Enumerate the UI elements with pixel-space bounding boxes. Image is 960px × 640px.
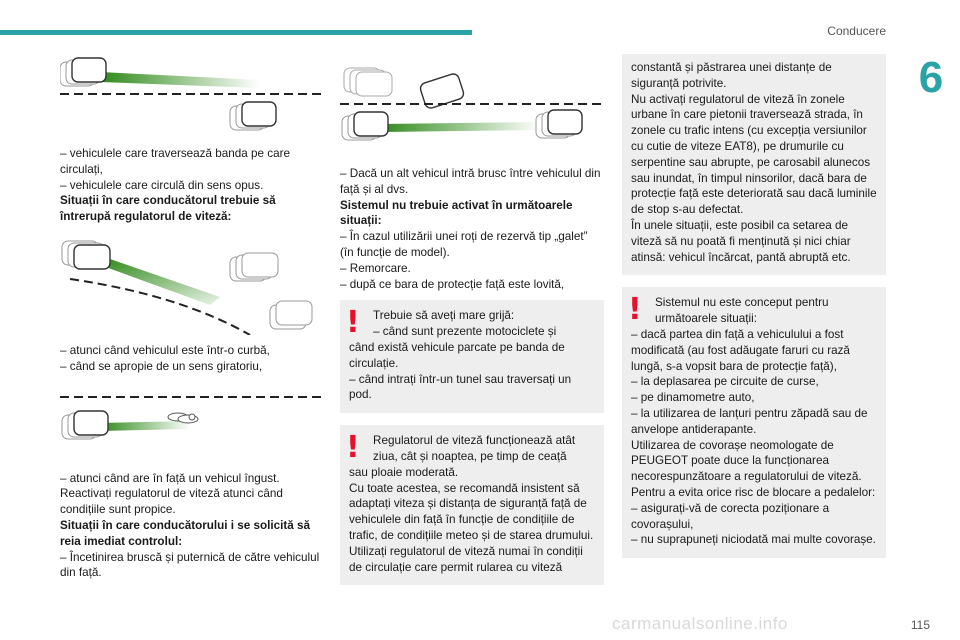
text: Utilizarea de covorașe neomologate de PEUGEOT poate duce la funcționarea necorespunzătoare a regulatorului de viteză. <box>631 438 862 484</box>
text: – asigurați-vă de corecta poziționare a covorașului, <box>631 501 830 531</box>
text: – la deplasarea pe circuite de curse, <box>631 375 819 389</box>
illustration-crossing-lane <box>60 54 322 138</box>
text: constantă și păstrarea unei distanțe de siguranță potrivite. <box>631 61 832 90</box>
illustration-cut-in <box>340 54 604 158</box>
text: În unele situații, este posibil ca setarea de viteză să nu poată fi menținută și nici chiar atinsă: vehicul încărcat, pantă abruptă etc. <box>631 218 851 264</box>
illustration-curve <box>60 235 322 335</box>
text: ziua, cât și noaptea, pe timp de ceață <box>373 449 567 463</box>
warning-icon: ! <box>628 292 642 328</box>
illustration-narrow-vehicle <box>60 387 322 463</box>
text: – când se apropie de un sens giratoriu, <box>60 359 263 373</box>
text: – după ce bara de protecție față este lovită, <box>340 277 565 291</box>
text: Trebuie să aveți mare grijă: <box>373 309 515 323</box>
text: Utilizați regulatorul de viteză numai în condiții de circulație care permit rularea cu viteză <box>349 544 583 574</box>
watermark: carmanualsonline.info <box>612 614 788 633</box>
heading: Sistemul nu trebuie activat în următoarele situații: <box>340 198 573 228</box>
text: – atunci când are în față un vehicul îngust. <box>60 471 280 485</box>
text: – În cazul utilizării unei roți de rezervă tip „galet” (în funcție de model). <box>340 230 588 259</box>
text: – atunci când vehiculul este într-o curbă, <box>60 343 270 357</box>
heading: Situații în care conducătorului i se solicită să reia imediat controlul: <box>60 518 311 548</box>
text: Cu toate acestea, se recomandă insistent să adaptați viteza și distanța de siguranță față de vehiculele din față în funcție de condițiile de trafic, de condițiile meteo și de starea drumului. <box>349 481 594 542</box>
text: Reactivați regulatorul de viteză atunci când condițiile sunt propice. <box>60 487 283 517</box>
heading: Situații în care conducătorul trebuie să întrerupă regulatorul de viteză: <box>60 194 276 224</box>
warning-box <box>340 300 604 413</box>
text: Nu activați regulatorul de viteză în zonele urbane în care pietonii traversează strada, în zonele cu trafic intens (cu excepția versiunilor cu cutie de viteze EAT8), pe drumurile cu serpentine sau abrupte, pe carosabil alunecos sau inundat, în timpul ninsorilor, dacă bara de protecție față este deteriorată sau dacă luminile de stop s-au defectat. <box>631 92 877 217</box>
warning-box <box>622 287 886 558</box>
text: Sistemul nu este conceput pentru <box>655 296 829 310</box>
column-3 <box>622 54 886 558</box>
warning-box <box>340 425 604 585</box>
text: – când sunt prezente motociclete și <box>373 325 557 339</box>
info-box <box>622 54 886 275</box>
text: – vehiculele care traversează banda pe care circulați, <box>60 147 290 176</box>
text: – când intrați într-un tunel sau traversați un pod. <box>349 372 572 402</box>
text: – pe dinamometre auto, <box>631 391 755 405</box>
text: – la utilizarea de lanțuri pentru zăpadă sau de anvelope antiderapante. <box>631 406 868 436</box>
top-accent-bar <box>0 30 472 35</box>
text: Pentru a evita orice risc de blocare a pedalelor: <box>631 485 876 499</box>
chapter-number: 6 <box>902 40 960 116</box>
text: – nu suprapuneți niciodată mai multe covorașe. <box>631 533 876 547</box>
page-number: 115 <box>910 618 930 632</box>
text: când există vehicule parcate pe banda de circulație. <box>349 340 565 370</box>
text: – vehiculele care circulă din sens opus. <box>60 178 264 192</box>
section-title: Conducere <box>827 24 886 38</box>
column-2 <box>340 54 604 585</box>
text: – Încetinirea bruscă și puternică de către vehiculul din față. <box>60 550 320 580</box>
column-1 <box>60 54 322 581</box>
warning-icon: ! <box>346 430 360 466</box>
text: – dacă partea din față a vehiculului a fost modificată (au fost adăugate faruri cu rază lungă, s-a vopsit bara de protecție față), <box>631 327 850 373</box>
text: sau ploaie moderată. <box>349 465 459 479</box>
text: – Dacă un alt vehicul intră brusc între vehiculul din față și al dvs. <box>340 167 601 196</box>
text: următoarele situații: <box>655 312 757 326</box>
warning-icon: ! <box>346 305 360 341</box>
text: Regulatorul de viteză funcționează atât <box>373 434 576 448</box>
text: – Remorcare. <box>340 261 411 275</box>
